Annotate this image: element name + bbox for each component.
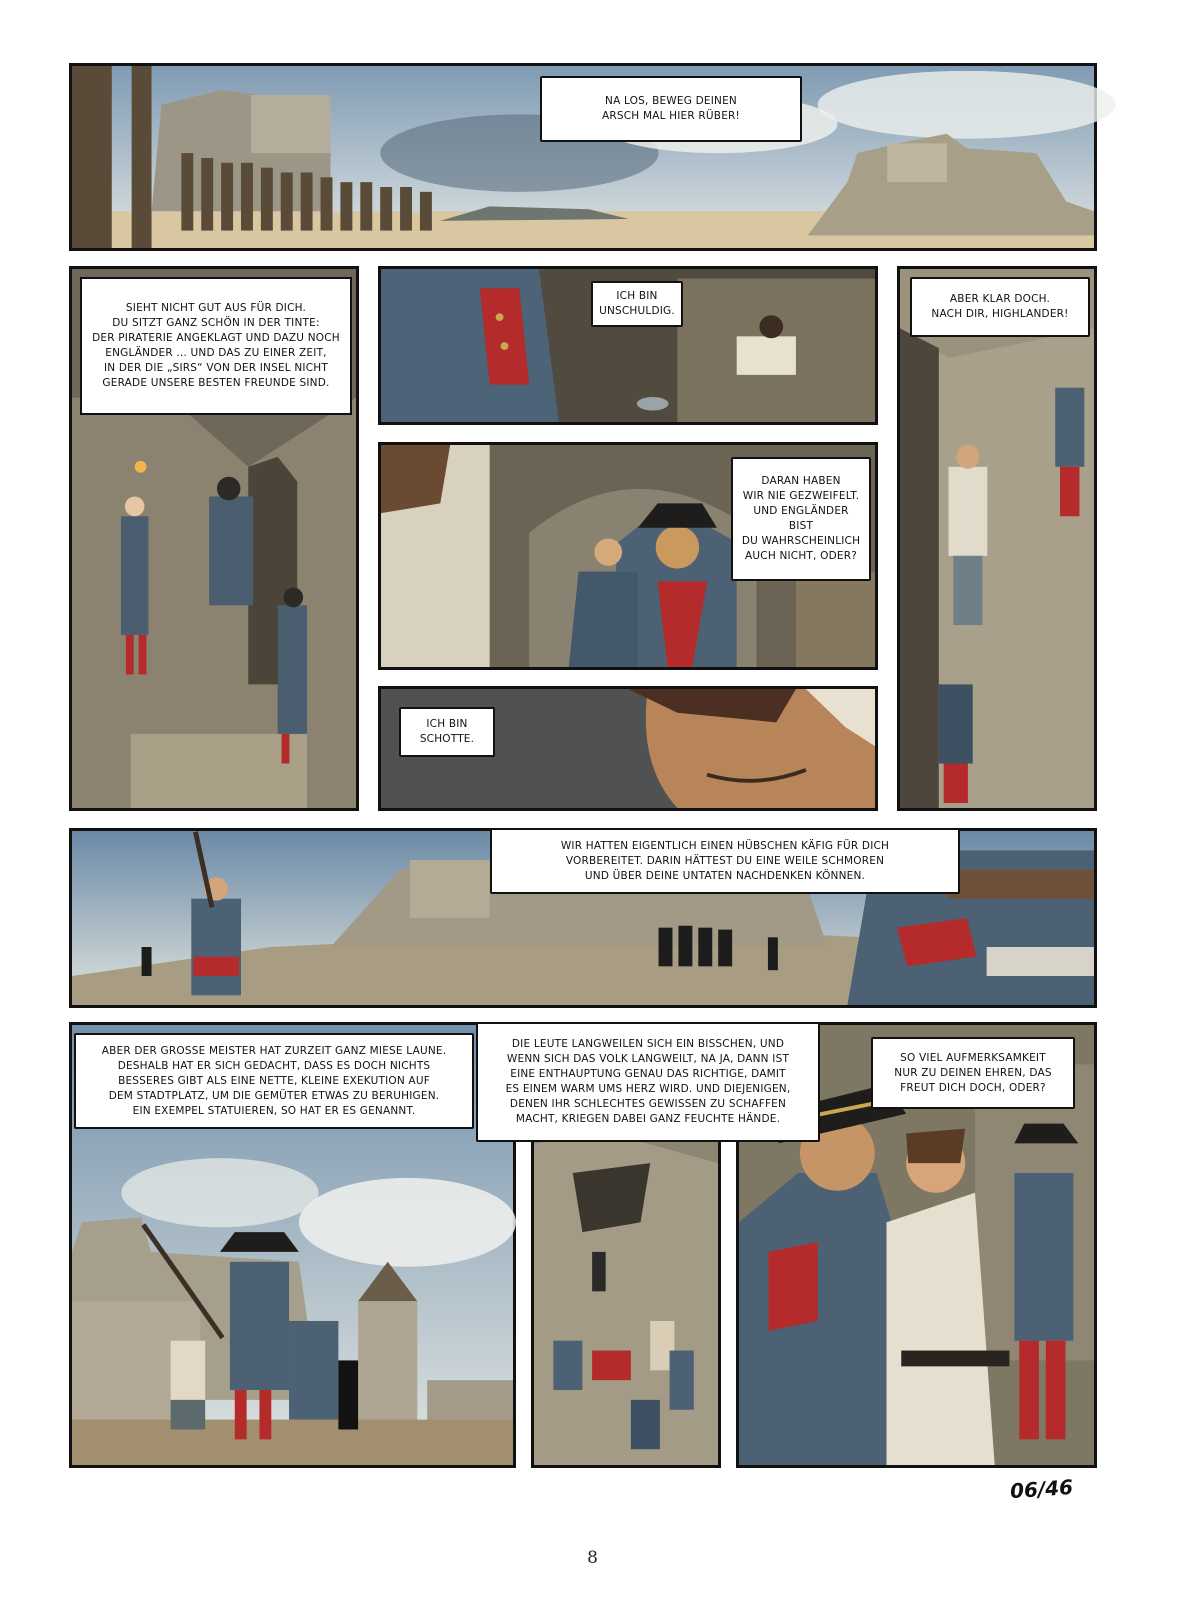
speech-bubble-cage: WIR HATTEN EIGENTLICH EINEN HÜBSCHEN KÄFIG FÜR DICH VORBEREITET. DARIN HÄTTEST DU EINE WEILE SCHMOREN UND ÜBER DEINE UNTATEN NACHDENKEN KÖNNEN.: [490, 828, 960, 894]
caption-box-not-looking-good: SIEHT NICHT GUT AUS FÜR DICH. DU SITZT GANZ SCHÖN IN DER TINTE: DER PIRATERIE ANGEKLAGT UND DAZU NOCH ENGLÄNDER ... UND DAS ZU EINER ZEIT, IN DER DIE „SIRS“ VON DER INSEL NICHT GERADE UNSERE BESTEN FREUNDE SIND.: [80, 277, 352, 415]
panel-stairwell: [505, 1022, 791, 1468]
panel-prison-cell: [378, 266, 878, 425]
speech-bubble-come-over: NA LOS, BEWEG DEINEN ARSCH MAL HIER RÜBER!: [540, 76, 802, 142]
speech-bubble-attention: SO VIEL AUFMERKSAMKEIT NUR ZU DEINEN EHREN, DAS FREUT DICH DOCH, ODER?: [871, 1037, 1075, 1109]
page-code: 06/46: [1009, 1474, 1074, 1504]
speech-bubble-scottish: ICH BIN SCHOTTE.: [399, 707, 495, 757]
panel-dungeon-stairs: [69, 266, 359, 811]
speech-bubble-people-bored: DIE LEUTE LANGWEILEN SICH EIN BISSCHEN, UND WENN SICH DAS VOLK LANGWEILT, NA JA, DANN IST EINE ENTHAUPTUNG GENAU DAS RICHTIGE, DAMIT ES EINEM WARM UMS HERZ WIRD. UND DIEJENIGEN, DENEN IHR SCHLECHTES GEWISSEN ZU SCHAFFEN MACHT, KRIEGEN DABEI GANZ FEUCHTE HÄNDE.: [476, 1022, 820, 1142]
panel-guards-arch: [378, 442, 878, 670]
panel-fort-approach: [69, 828, 1097, 1008]
speech-bubble-after-you: ABER KLAR DOCH. NACH DIR, HIGHLANDER!: [910, 277, 1090, 337]
panel-castle-towers: [69, 1022, 516, 1468]
speech-bubble-never-doubted: DARAN HABEN WIR NIE GEZWEIFELT. UND ENGLÄNDER BIST DU WAHRSCHEINLICH AUCH NICHT, ODER?: [731, 457, 871, 581]
panel-fortress-panorama: [69, 63, 1097, 251]
stone-passage-art: [900, 269, 1094, 808]
speech-bubble-grand-master: ABER DER GROSSE MEISTER HAT ZURZEIT GANZ MIESE LAUNE. DESHALB HAT ER SICH GEDACHT, DASS ES DOCH NICHTS BESSERES GIBT ALS EINE NETTE, KLEINE EXEKUTION AUF DEM STADTPLATZ, UM DIE GEMÜTER ETWAS ZU BERUHIGEN. EIN EXEMPEL STATUIEREN, SO HAT ER ES GENANNT.: [74, 1033, 474, 1129]
speech-bubble-innocent: ICH BIN UNSCHULDIG.: [591, 281, 683, 327]
panel-smirk-closeup: [378, 686, 878, 811]
page-number: 8: [587, 1548, 598, 1568]
panel-stone-passage: [897, 266, 1097, 811]
